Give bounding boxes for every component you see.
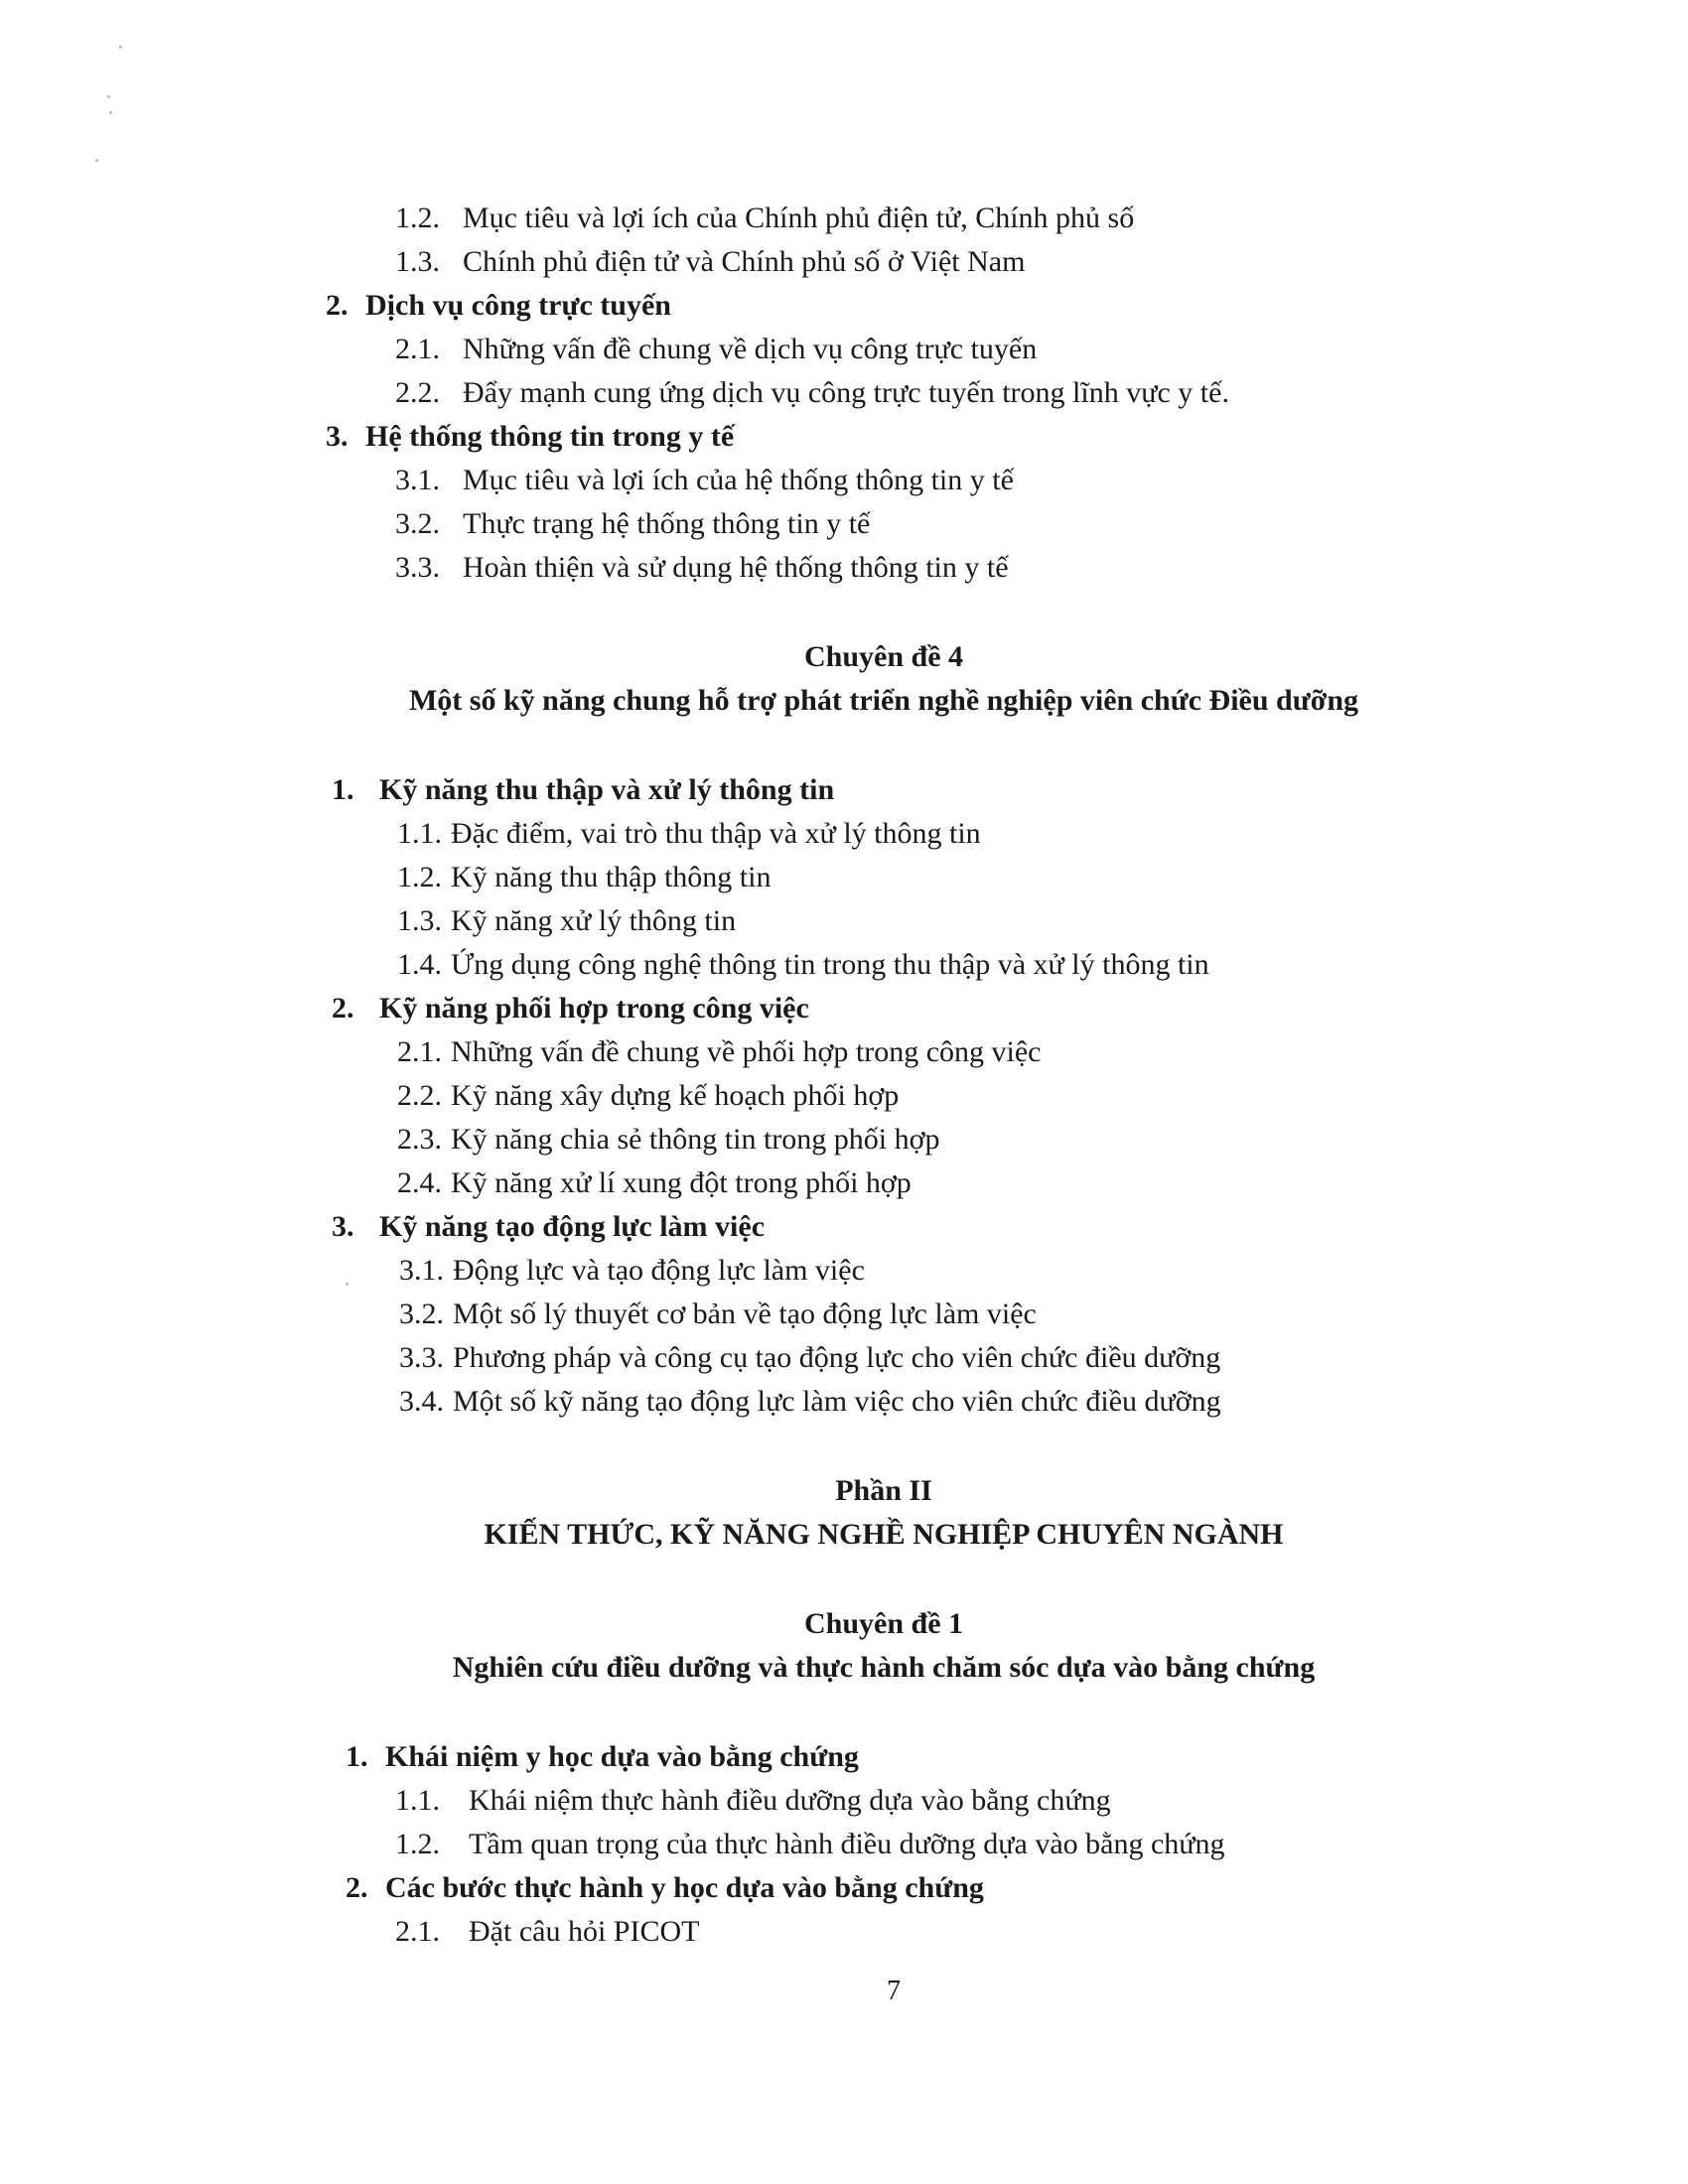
heading-text: Kỹ năng phối hợp trong công việc — [379, 992, 809, 1024]
heading-number: 2. — [326, 289, 349, 322]
topic-title: Một số kỹ năng chung hỗ trợ phát triển nghề nghiệp viên chức Điều dưỡng — [408, 684, 1359, 717]
toc-item — [397, 1076, 899, 1116]
section-heading — [332, 770, 834, 810]
scan-speck — [107, 95, 110, 98]
heading-number: 3. — [332, 1210, 354, 1243]
item-text: Đặt câu hỏi PICOT — [469, 1915, 700, 1948]
heading-number: 1. — [346, 1740, 368, 1773]
section-heading — [346, 1868, 984, 1908]
section-heading — [332, 989, 809, 1028]
toc-item — [397, 814, 981, 854]
toc-item — [397, 1032, 1042, 1072]
item-text: Ứng dụng công nghệ thông tin trong thu thập và xử lý thông tin — [451, 948, 1209, 981]
item-text: Mục tiêu và lợi ích của Chính phủ điện tử, Chính phủ số — [463, 202, 1135, 234]
toc-item — [397, 858, 771, 897]
scan-speck — [109, 111, 112, 114]
scan-speck — [95, 159, 98, 162]
item-text: Những vấn đề chung về dịch vụ công trực tuyến — [463, 333, 1038, 365]
toc-item — [395, 1912, 699, 1952]
item-number: 3.1. — [395, 464, 440, 496]
toc-item — [397, 901, 736, 941]
item-number: 1.2. — [395, 1828, 440, 1860]
item-number: 1.3. — [397, 904, 442, 937]
item-number: 2.2. — [397, 1079, 442, 1112]
item-text: Kỹ năng chia sẻ thông tin trong phối hợp — [451, 1123, 940, 1156]
heading-text: Kỹ năng thu thập và xử lý thông tin — [379, 773, 835, 806]
toc-item — [399, 1382, 1221, 1422]
item-text: Động lực và tạo động lực làm việc — [453, 1254, 865, 1287]
toc-item — [395, 330, 1037, 369]
part-title: KIẾN THỨC, KỸ NĂNG NGHỀ NGHIỆP CHUYÊN NGÀNH — [484, 1518, 1284, 1551]
heading-text: Kỹ năng tạo động lực làm việc — [379, 1210, 766, 1243]
item-text: Thực trạng hệ thống thông tin y tế — [463, 507, 871, 540]
toc-item — [397, 945, 1209, 985]
section-heading — [332, 1207, 765, 1247]
item-text: Chính phủ điện tử và Chính phủ số ở Việt Nam — [463, 245, 1026, 278]
toc-item — [395, 242, 1025, 282]
item-number: 1.1. — [395, 1784, 440, 1817]
item-number: 1.2. — [395, 202, 440, 234]
item-text: Một số kỹ năng tạo động lực làm việc cho viên chức điều dưỡng — [453, 1385, 1221, 1418]
item-text: Đẩy mạnh cung ứng dịch vụ công trực tuyến trong lĩnh vực y tế. — [463, 376, 1229, 409]
heading-text: Hệ thống thông tin trong y tế — [365, 420, 735, 453]
part-label: Phần II — [835, 1474, 932, 1507]
item-number: 3.3. — [395, 551, 440, 584]
item-number: 1.1. — [397, 817, 442, 850]
item-number: 3.3. — [399, 1341, 444, 1374]
scan-speck — [119, 46, 122, 49]
item-text: Hoàn thiện và sử dụng hệ thống thông tin y tế — [463, 551, 1009, 584]
toc-item — [397, 1163, 912, 1203]
item-number: 2.1. — [397, 1035, 442, 1068]
item-number: 3.2. — [395, 507, 440, 540]
item-number: 2.3. — [397, 1123, 442, 1156]
toc-item — [397, 1120, 939, 1160]
item-text: Kỹ năng xây dựng kế hoạch phối hợp — [451, 1079, 900, 1112]
item-number: 1.4. — [397, 948, 442, 981]
item-text: Kỹ năng xử lí xung đột trong phối hợp — [451, 1166, 912, 1199]
toc-item — [399, 1338, 1220, 1378]
item-text: Tầm quan trọng của thực hành điều dưỡng dựa vào bằng chứng — [469, 1828, 1225, 1860]
toc-item — [395, 504, 870, 544]
item-text: Kỹ năng xử lý thông tin — [451, 904, 737, 937]
toc-item — [399, 1295, 1037, 1334]
item-number: 3.1. — [399, 1254, 444, 1287]
heading-text: Các bước thực hành y học dựa vào bằng chứng — [385, 1871, 984, 1904]
item-number: 3.4. — [399, 1385, 444, 1418]
item-number: 2.4. — [397, 1166, 442, 1199]
toc-item — [395, 1781, 1111, 1821]
heading-number: 2. — [332, 992, 354, 1024]
item-number: 2.2. — [395, 376, 440, 409]
heading-number: 1. — [332, 773, 354, 806]
topic-label: Chuyên đề 1 — [803, 1607, 964, 1640]
scan-speck — [346, 1283, 349, 1286]
heading-text: Khái niệm y học dựa vào bằng chứng — [385, 1740, 859, 1773]
toc-item — [395, 548, 1009, 588]
section-heading — [326, 417, 734, 457]
heading-text: Dịch vụ công trực tuyến — [365, 289, 671, 322]
section-heading — [346, 1737, 859, 1777]
item-text: Một số lý thuyết cơ bản về tạo động lực làm việc — [453, 1297, 1037, 1330]
toc-item — [395, 199, 1134, 238]
toc-item — [395, 1825, 1225, 1864]
topic-title: Nghiên cứu điều dưỡng và thực hành chăm sóc dựa vào bằng chứng — [452, 1651, 1316, 1684]
item-text: Đặc điểm, vai trò thu thập và xử lý thông tin — [451, 817, 981, 850]
item-number: 1.2. — [397, 861, 442, 893]
item-number: 2.1. — [395, 333, 440, 365]
heading-number: 3. — [326, 420, 349, 453]
toc-item — [399, 1251, 865, 1291]
item-text: Khái niệm thực hành điều dưỡng dựa vào bằng chứng — [469, 1784, 1111, 1817]
item-number: 3.2. — [399, 1297, 444, 1330]
item-number: 2.1. — [395, 1915, 440, 1948]
item-text: Phương pháp và công cụ tạo động lực cho viên chức điều dưỡng — [453, 1341, 1221, 1374]
item-number: 1.3. — [395, 245, 440, 278]
heading-number: 2. — [346, 1871, 368, 1904]
toc-item — [395, 461, 1014, 500]
toc-item — [395, 373, 1229, 413]
item-text: Mục tiêu và lợi ích của hệ thống thông tin y tế — [463, 464, 1014, 496]
page-number: 7 — [887, 1976, 901, 2006]
item-text: Kỹ năng thu thập thông tin — [451, 861, 772, 893]
section-heading — [326, 286, 671, 326]
topic-label: Chuyên đề 4 — [803, 640, 964, 673]
item-text: Những vấn đề chung về phối hợp trong công việc — [451, 1035, 1042, 1068]
